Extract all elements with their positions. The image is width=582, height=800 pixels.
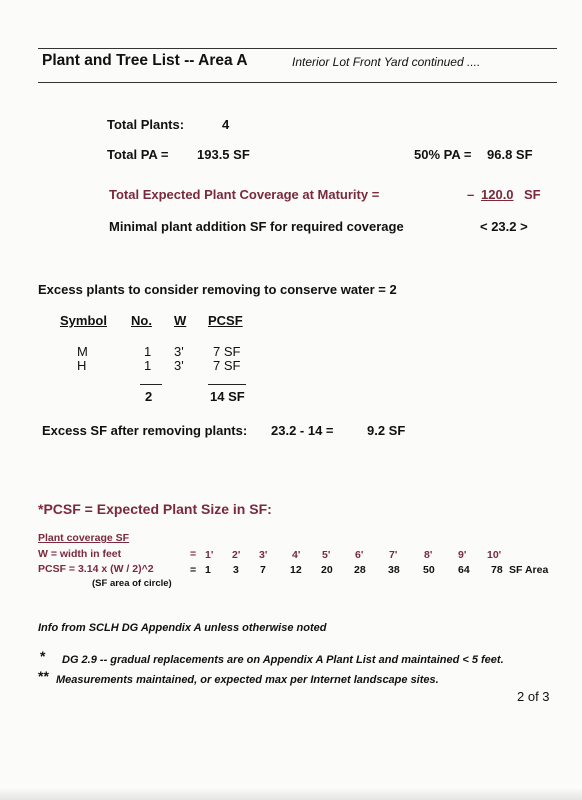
row-no: 1 [144,344,152,359]
minimal-value: < 23.2 > [480,219,528,234]
total-plants-label: Total Plants: [107,117,185,132]
width-value: 7' [389,549,398,561]
width-value: 2' [232,549,241,561]
width-value: 6' [355,549,364,561]
page-subtitle: Interior Lot Front Yard continued .... [292,55,481,69]
col-no: No. [131,313,152,328]
area-value: 7 [260,564,266,576]
width-value: 1' [205,549,214,561]
total-plants-value: 4 [222,117,230,132]
info-note: Info from SCLH DG Appendix A unless otherwise noted [38,622,327,634]
area-value: 12 [290,564,302,576]
area-value: 50 [423,564,435,576]
area-value: 3 [233,564,239,576]
row-no: 1 [144,358,152,373]
total-no-rule [140,384,162,385]
footnote-mark: * [40,648,46,664]
coverage-heading: Plant coverage SF [38,532,130,544]
area-unit: SF Area [509,564,549,576]
excess-after-value: 9.2 SF [367,423,406,438]
area-value: 78 [491,564,503,576]
page-title: Plant and Tree List -- Area A [42,52,248,69]
col-w: W [174,313,187,328]
width-value: 9' [458,549,467,561]
half-pa-label: 50% PA = [414,147,472,162]
area-value: 38 [388,564,400,576]
total-no: 2 [145,389,153,404]
row-symbol: M [77,344,88,359]
col-pcsf: PCSF [208,313,243,328]
page-bottom-edge [0,788,582,800]
width-value: 8' [424,549,433,561]
width-value: 4' [292,549,301,561]
pcsf-eq: = [190,564,197,576]
coverage-label: Total Expected Plant Coverage at Maturity = [109,187,380,202]
row-pcsf: 7 SF [213,344,241,359]
footnote-text: DG 2.9 -- gradual replacements are on Appendix A Plant List and maintained < 5 feet. [62,654,504,666]
excess-heading: Excess plants to consider removing to conserve water = 2 [38,282,397,297]
area-value: 64 [458,564,470,576]
circle-note: (SF area of circle) [92,578,172,589]
width-value: 5' [322,549,331,561]
coverage-unit: SF [524,187,541,202]
row-symbol: H [77,358,87,373]
pcsf-label: PCSF = 3.14 x (W / 2)^2 [38,563,154,575]
total-pcsf-rule [208,384,246,385]
excess-after-calc: 23.2 - 14 = [271,423,334,438]
total-pa-value: 193.5 SF [197,147,250,162]
row-pcsf: 7 SF [213,358,241,373]
total-pcsf: 14 SF [210,389,245,404]
area-value: 1 [205,564,211,576]
row-w: 3' [174,344,184,359]
area-value: 20 [321,564,333,576]
footnote-text: Measurements maintained, or expected max per Internet landscape sites. [56,674,439,686]
top-rule [38,48,557,49]
total-pa-label: Total PA = [107,147,169,162]
header-bottom-rule [38,82,557,83]
width-value: 10' [487,549,502,561]
coverage-value: 120.0 [481,187,514,202]
half-pa-value: 96.8 SF [487,147,533,162]
minimal-label: Minimal plant addition SF for required coverage [109,219,404,234]
row-w: 3' [174,358,184,373]
excess-after-label: Excess SF after removing plants: [42,423,248,438]
pcsf-definition: *PCSF = Expected Plant Size in SF: [38,501,272,517]
coverage-dash: – [467,187,475,202]
page-number: 2 of 3 [517,689,550,704]
width-value: 3' [259,549,268,561]
width-eq: = [190,548,197,560]
footnote-mark: ** [38,668,49,684]
width-label: W = width in feet [38,548,122,560]
area-value: 28 [354,564,366,576]
col-symbol: Symbol [60,313,107,328]
